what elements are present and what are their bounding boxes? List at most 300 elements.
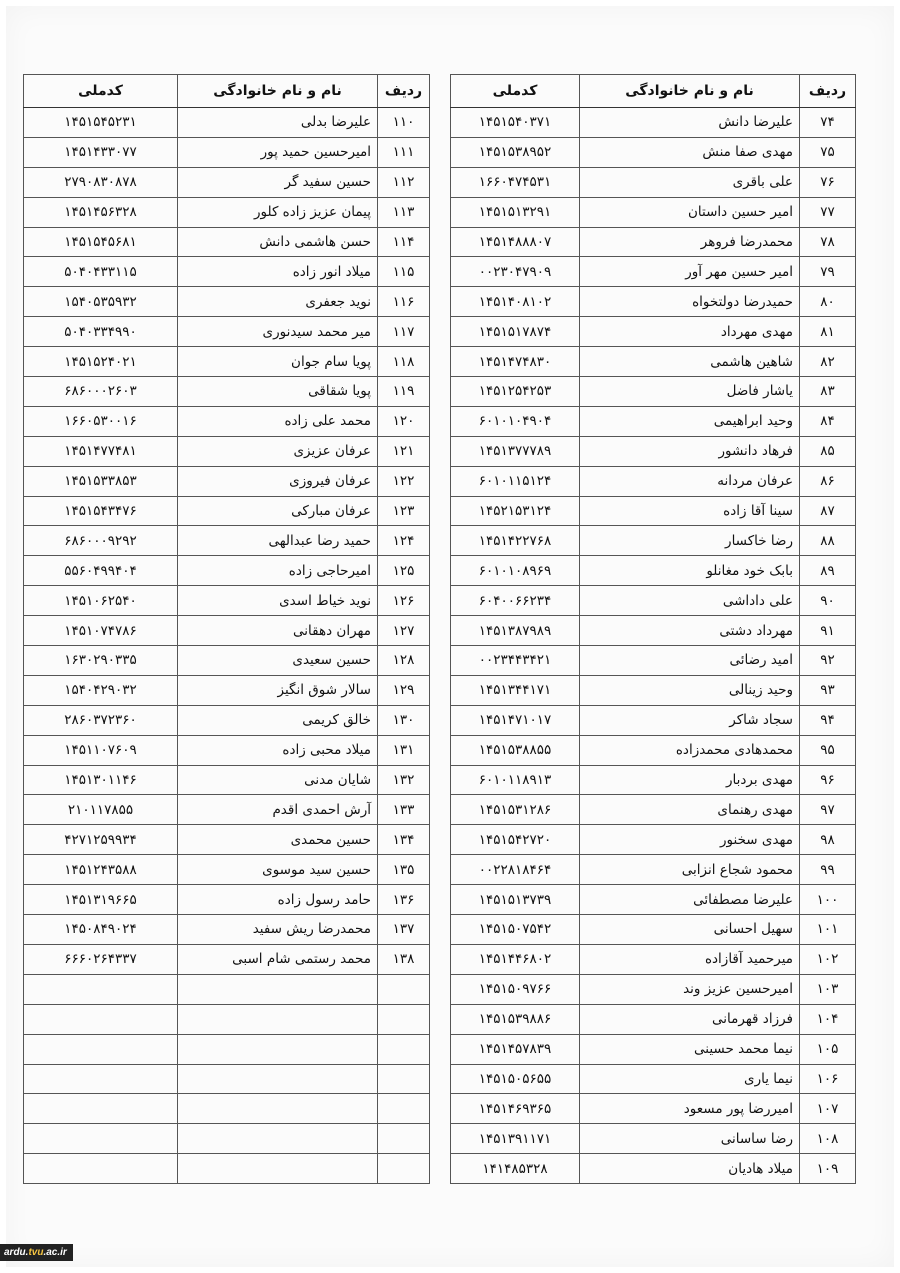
full-name-cell: حسین سفید گر (178, 167, 378, 197)
full-name-cell: حسین محمدی (178, 825, 378, 855)
national-code-cell: ۱۴۵۱۵۴۰۳۷۱ (451, 108, 580, 138)
table-row (451, 197, 856, 227)
full-name-cell: محمدرضا فروهر (580, 227, 800, 257)
full-name-cell: وحید ابراهیمی (580, 406, 800, 436)
row-number-cell: ۱۲۱ (378, 436, 430, 466)
full-name-cell: پویا سام جوان (178, 347, 378, 377)
national-code-cell: ۰۰۲۳۰۴۷۹۰۹ (451, 257, 580, 287)
full-name-cell: نیما یاری (580, 1064, 800, 1094)
full-name-cell: امیرحسین عزیز وند (580, 974, 800, 1004)
national-code-cell: ۱۴۵۱۳۱۹۶۶۵ (24, 885, 178, 915)
full-name-cell: عرفان عزیزی (178, 436, 378, 466)
table-row (24, 1094, 430, 1124)
table-row (24, 167, 430, 197)
header-national-code: کدملی (24, 75, 178, 108)
row-number-cell: ۱۰۰ (800, 885, 856, 915)
table-row (451, 1004, 856, 1034)
table-row (24, 317, 430, 347)
row-number-cell: ۱۲۸ (378, 646, 430, 676)
full-name-cell: آرش احمدی اقدم (178, 795, 378, 825)
full-name-cell: نیما محمد حسینی (580, 1034, 800, 1064)
full-name-cell: عرفان مردانه (580, 466, 800, 496)
row-number-cell: ۱۰۳ (800, 974, 856, 1004)
national-code-cell: ۵۰۴۰۴۳۳۱۱۵ (24, 257, 178, 287)
table-row (451, 227, 856, 257)
national-code-cell (24, 974, 178, 1004)
watermark-suffix: .ac.ir (43, 1247, 67, 1258)
table-row (24, 765, 430, 795)
table-row (24, 825, 430, 855)
row-number-cell: ۹۴ (800, 705, 856, 735)
row-number-cell: ۱۲۴ (378, 526, 430, 556)
row-number-cell (378, 1064, 430, 1094)
row-number-cell (378, 1034, 430, 1064)
table-row (451, 705, 856, 735)
national-code-cell: ۱۴۵۱۴۷۷۴۸۱ (24, 436, 178, 466)
national-code-cell: ۱۴۵۱۴۴۶۸۰۲ (451, 944, 580, 974)
table-row (451, 944, 856, 974)
national-code-cell: ۱۵۴۰۵۳۵۹۳۲ (24, 287, 178, 317)
row-number-cell: ۱۰۸ (800, 1124, 856, 1154)
national-code-cell: ۱۴۵۱۵۴۲۷۲۰ (451, 825, 580, 855)
table-row (451, 406, 856, 436)
row-number-cell: ۹۳ (800, 675, 856, 705)
national-code-cell: ۱۴۵۱۵۴۵۲۳۱ (24, 108, 178, 138)
row-number-cell: ۹۷ (800, 795, 856, 825)
row-number-cell: ۹۵ (800, 735, 856, 765)
national-code-cell: ۵۵۶۰۴۹۹۴۰۴ (24, 556, 178, 586)
table-row (24, 646, 430, 676)
national-code-cell (24, 1004, 178, 1034)
national-code-cell: ۱۴۵۱۳۸۷۹۸۹ (451, 616, 580, 646)
national-code-cell: ۱۴۵۱۰۶۲۵۴۰ (24, 586, 178, 616)
national-code-cell: ۱۴۵۱۵۱۳۲۹۱ (451, 197, 580, 227)
full-name-cell: بابک خود مغانلو (580, 556, 800, 586)
national-code-cell: ۱۴۵۱۵۳۹۸۸۶ (451, 1004, 580, 1034)
table-row (451, 436, 856, 466)
national-code-cell: ۶۰۱۰۱۱۵۱۲۴ (451, 466, 580, 496)
row-number-cell: ۱۱۵ (378, 257, 430, 287)
table-row (24, 735, 430, 765)
row-number-cell: ۹۰ (800, 586, 856, 616)
row-number-cell: ۸۵ (800, 436, 856, 466)
full-name-cell: امیرحسین حمید پور (178, 137, 378, 167)
row-number-cell: ۱۲۶ (378, 586, 430, 616)
table-row (24, 1064, 430, 1094)
full-name-cell: سینا آقا زاده (580, 496, 800, 526)
row-number-cell: ۱۰۲ (800, 944, 856, 974)
national-code-cell (24, 1124, 178, 1154)
full-name-cell: حامد رسول زاده (178, 885, 378, 915)
table-row (451, 885, 856, 915)
row-number-cell: ۱۱۱ (378, 137, 430, 167)
full-name-cell: فرهاد دانشور (580, 436, 800, 466)
full-name-cell: حسین سعیدی (178, 646, 378, 676)
row-number-cell: ۱۰۶ (800, 1064, 856, 1094)
national-code-cell: ۱۴۵۱۲۵۴۲۵۳ (451, 377, 580, 407)
row-number-cell (378, 1004, 430, 1034)
full-name-cell: علی داداشی (580, 586, 800, 616)
national-code-cell: ۱۴۵۱۵۴۳۴۷۶ (24, 496, 178, 526)
full-name-cell: علی باقری (580, 167, 800, 197)
national-code-cell: ۱۴۵۱۵۰۵۶۵۵ (451, 1064, 580, 1094)
row-number-cell: ۱۳۴ (378, 825, 430, 855)
row-number-cell: ۱۲۵ (378, 556, 430, 586)
national-code-cell: ۱۴۵۱۱۰۷۶۰۹ (24, 735, 178, 765)
full-name-cell: شاهین هاشمی (580, 347, 800, 377)
site-watermark (0, 1244, 73, 1261)
row-number-cell (378, 974, 430, 1004)
full-name-cell: محمود شجاع انزابی (580, 855, 800, 885)
national-code-cell: ۱۴۵۱۴۲۲۷۶۸ (451, 526, 580, 556)
row-number-cell: ۷۹ (800, 257, 856, 287)
header-row (24, 75, 430, 108)
full-name-cell: رضا خاکسار (580, 526, 800, 556)
row-number-cell: ۱۰۴ (800, 1004, 856, 1034)
table-row (24, 227, 430, 257)
table-row (451, 855, 856, 885)
table-row (24, 466, 430, 496)
row-number-cell: ۹۹ (800, 855, 856, 885)
row-number-cell: ۱۱۸ (378, 347, 430, 377)
row-number-cell: ۱۲۳ (378, 496, 430, 526)
row-number-cell: ۱۱۷ (378, 317, 430, 347)
table-row (24, 795, 430, 825)
full-name-cell: علیرضا دانش (580, 108, 800, 138)
row-number-cell: ۱۳۱ (378, 735, 430, 765)
table-row (24, 257, 430, 287)
table-row (24, 347, 430, 377)
national-code-cell: ۴۲۷۱۲۵۹۹۳۴ (24, 825, 178, 855)
table-row (451, 257, 856, 287)
national-code-cell: ۱۴۵۱۴۵۶۳۲۸ (24, 197, 178, 227)
national-code-cell: ۱۴۵۲۱۵۳۱۲۴ (451, 496, 580, 526)
full-name-cell: سالار شوق انگیز (178, 675, 378, 705)
watermark-accent: tvu (28, 1247, 44, 1258)
row-number-cell: ۱۰۵ (800, 1034, 856, 1064)
full-name-cell: میلاد انور زاده (178, 257, 378, 287)
full-name-cell: حسن هاشمی دانش (178, 227, 378, 257)
full-name-cell (178, 1094, 378, 1124)
full-name-cell: علیرضا بدلی (178, 108, 378, 138)
national-code-cell: ۱۴۵۱۴۸۸۸۰۷ (451, 227, 580, 257)
table-row (24, 974, 430, 1004)
national-code-cell: ۱۴۵۱۴۶۹۳۶۵ (451, 1094, 580, 1124)
table-row (451, 735, 856, 765)
table-row (451, 317, 856, 347)
full-name-cell: امیرحاجی زاده (178, 556, 378, 586)
full-name-cell: امیر حسین مهر آور (580, 257, 800, 287)
row-number-cell: ۷۴ (800, 108, 856, 138)
national-code-cell: ۱۴۵۱۵۱۷۸۷۴ (451, 317, 580, 347)
national-code-cell: ۱۴۵۱۵۳۳۸۵۳ (24, 466, 178, 496)
table-row (24, 377, 430, 407)
table-row (24, 675, 430, 705)
table-row (451, 675, 856, 705)
full-name-cell: نوید خیاط اسدی (178, 586, 378, 616)
national-code-cell: ۶۸۶۰۰۰۲۶۰۳ (24, 377, 178, 407)
table-row (24, 556, 430, 586)
row-number-cell: ۸۲ (800, 347, 856, 377)
national-code-cell: ۵۰۴۰۳۳۴۹۹۰ (24, 317, 178, 347)
national-code-cell: ۱۴۵۱۵۰۷۵۴۲ (451, 915, 580, 945)
full-name-cell: مهدی صفا منش (580, 137, 800, 167)
full-name-cell: محمد علی زاده (178, 406, 378, 436)
national-code-cell: ۱۴۵۱۴۷۴۸۳۰ (451, 347, 580, 377)
national-code-cell: ۶۰۱۰۱۱۸۹۱۳ (451, 765, 580, 795)
national-code-cell: ۱۴۵۱۴۰۸۱۰۲ (451, 287, 580, 317)
national-code-cell (24, 1034, 178, 1064)
full-name-cell: مهدی سخنور (580, 825, 800, 855)
full-name-cell: سهیل احسانی (580, 915, 800, 945)
full-name-cell: وحید زینالی (580, 675, 800, 705)
full-name-cell: امیررضا پور مسعود (580, 1094, 800, 1124)
full-name-cell: خالق کریمی (178, 705, 378, 735)
national-code-cell: ۱۴۵۱۵۳۱۲۸۶ (451, 795, 580, 825)
row-number-cell: ۸۱ (800, 317, 856, 347)
watermark-prefix: ardu. (4, 1247, 29, 1258)
national-code-cell (24, 1154, 178, 1184)
row-number-cell: ۱۰۱ (800, 915, 856, 945)
table-row (24, 526, 430, 556)
table-row (451, 1154, 856, 1184)
table-row (24, 197, 430, 227)
row-number-cell: ۱۳۷ (378, 915, 430, 945)
row-number-cell: ۸۰ (800, 287, 856, 317)
full-name-cell: یاشار فاضل (580, 377, 800, 407)
full-name-cell: حمید رضا عبدالهی (178, 526, 378, 556)
row-number-cell: ۱۳۶ (378, 885, 430, 915)
full-name-cell: میلاد هادیان (580, 1154, 800, 1184)
national-code-cell: ۱۴۵۱۳۴۴۱۷۱ (451, 675, 580, 705)
table-row (451, 616, 856, 646)
row-number-cell: ۹۸ (800, 825, 856, 855)
full-name-cell: عرفان فیروزی (178, 466, 378, 496)
header-full-name: نام و نام خانوادگی (178, 75, 378, 108)
national-code-cell: ۶۸۶۰۰۰۹۲۹۲ (24, 526, 178, 556)
row-number-cell: ۹۲ (800, 646, 856, 676)
national-code-cell: ۰۰۲۳۴۴۳۴۲۱ (451, 646, 580, 676)
row-number-cell: ۸۶ (800, 466, 856, 496)
national-code-cell: ۶۰۱۰۱۰۴۹۰۴ (451, 406, 580, 436)
row-number-cell: ۸۸ (800, 526, 856, 556)
row-number-cell: ۸۷ (800, 496, 856, 526)
national-code-cell: ۱۴۵۱۳۰۱۱۴۶ (24, 765, 178, 795)
full-name-cell: مهدی رهنمای (580, 795, 800, 825)
row-number-cell (378, 1124, 430, 1154)
full-name-cell: مهران دهقانی (178, 616, 378, 646)
national-code-cell: ۱۶۶۰۵۳۰۰۱۶ (24, 406, 178, 436)
row-number-cell: ۷۷ (800, 197, 856, 227)
row-number-cell: ۱۲۲ (378, 466, 430, 496)
table-row (24, 1124, 430, 1154)
header-full-name: نام و نام خانوادگی (580, 75, 800, 108)
table-row (451, 646, 856, 676)
table-row (451, 765, 856, 795)
full-name-cell: میلاد محبی زاده (178, 735, 378, 765)
table-row (24, 586, 430, 616)
row-number-cell (378, 1094, 430, 1124)
national-code-cell: ۱۴۵۱۵۱۳۷۳۹ (451, 885, 580, 915)
table-row (24, 137, 430, 167)
table-row (24, 1154, 430, 1184)
full-name-cell: میرحمید آقازاده (580, 944, 800, 974)
table-row (451, 108, 856, 138)
table-row (451, 1124, 856, 1154)
national-code-cell: ۱۴۵۱۴۷۱۰۱۷ (451, 705, 580, 735)
full-name-cell: فرزاد قهرمانی (580, 1004, 800, 1034)
full-name-cell: شایان مدنی (178, 765, 378, 795)
row-number-cell: ۱۱۳ (378, 197, 430, 227)
header-row (451, 75, 856, 108)
row-number-cell: ۹۱ (800, 616, 856, 646)
national-code-cell: ۱۴۵۱۵۴۵۶۸۱ (24, 227, 178, 257)
national-code-cell: ۱۴۵۱۴۳۳۰۷۷ (24, 137, 178, 167)
table-row (451, 1034, 856, 1064)
national-code-cell: ۰۰۲۲۸۱۸۴۶۴ (451, 855, 580, 885)
full-name-cell: سجاد شاکر (580, 705, 800, 735)
row-number-cell: ۱۱۴ (378, 227, 430, 257)
national-code-cell: ۱۴۵۱۰۷۴۷۸۶ (24, 616, 178, 646)
national-code-cell (24, 1064, 178, 1094)
table-row (451, 466, 856, 496)
full-name-cell (178, 1004, 378, 1034)
national-code-cell: ۲۱۰۱۱۷۸۵۵ (24, 795, 178, 825)
table-row (24, 705, 430, 735)
row-number-cell: ۷۵ (800, 137, 856, 167)
full-name-cell (178, 1064, 378, 1094)
full-name-cell: محمدهادی محمدزاده (580, 735, 800, 765)
national-code-cell: ۲۸۶۰۳۷۲۳۶۰ (24, 705, 178, 735)
national-code-cell: ۱۴۵۱۵۲۴۰۲۱ (24, 347, 178, 377)
national-code-cell: ۶۶۶۰۲۶۴۳۳۷ (24, 944, 178, 974)
row-number-cell: ۱۲۷ (378, 616, 430, 646)
full-name-cell (178, 1154, 378, 1184)
row-number-cell: ۹۶ (800, 765, 856, 795)
row-number-cell: ۸۴ (800, 406, 856, 436)
national-code-cell: ۱۴۵۱۲۴۳۵۸۸ (24, 855, 178, 885)
row-number-cell: ۱۳۸ (378, 944, 430, 974)
row-number-cell: ۱۱۹ (378, 377, 430, 407)
full-name-cell: مهرداد دشتی (580, 616, 800, 646)
row-number-cell: ۱۱۲ (378, 167, 430, 197)
table-row (24, 855, 430, 885)
table-row (451, 167, 856, 197)
full-name-cell: امید رضائی (580, 646, 800, 676)
row-number-cell: ۱۳۳ (378, 795, 430, 825)
full-name-cell: امیر حسین داستان (580, 197, 800, 227)
full-name-cell: عرفان مبارکی (178, 496, 378, 526)
full-name-cell: پویا شقاقی (178, 377, 378, 407)
national-code-cell: ۶۰۴۰۰۶۶۲۳۴ (451, 586, 580, 616)
table-row (451, 974, 856, 1004)
table-row (24, 1004, 430, 1034)
row-number-cell (378, 1154, 430, 1184)
table-row (451, 556, 856, 586)
table-row (451, 377, 856, 407)
table-row (24, 1034, 430, 1064)
national-code-cell: ۱۴۱۴۸۵۳۲۸ (451, 1154, 580, 1184)
row-number-cell: ۱۲۹ (378, 675, 430, 705)
national-code-cell: ۶۰۱۰۱۰۸۹۶۹ (451, 556, 580, 586)
row-number-cell: ۷۶ (800, 167, 856, 197)
full-name-cell: علیرضا مصطفائی (580, 885, 800, 915)
header-row-number: ردیف (800, 75, 856, 108)
national-code-cell: ۱۴۵۱۵۳۸۸۵۵ (451, 735, 580, 765)
table-row (24, 915, 430, 945)
table-row (24, 496, 430, 526)
row-number-cell: ۱۲۰ (378, 406, 430, 436)
table-row (451, 1064, 856, 1094)
national-code-cell: ۱۴۵۱۳۷۷۷۸۹ (451, 436, 580, 466)
table-row (24, 287, 430, 317)
national-code-cell (24, 1094, 178, 1124)
national-code-cell: ۱۴۵۱۳۹۱۱۷۱ (451, 1124, 580, 1154)
national-code-cell: ۱۴۵۱۵۳۸۹۵۲ (451, 137, 580, 167)
national-code-cell: ۲۷۹۰۸۳۰۸۷۸ (24, 167, 178, 197)
table-row (451, 347, 856, 377)
table-row (24, 885, 430, 915)
table-row (451, 287, 856, 317)
national-code-cell: ۱۴۵۱۴۵۷۸۳۹ (451, 1034, 580, 1064)
table-row (451, 586, 856, 616)
row-number-cell: ۱۰۹ (800, 1154, 856, 1184)
full-name-cell: پیمان عزیز زاده کلور (178, 197, 378, 227)
row-number-cell: ۱۱۰ (378, 108, 430, 138)
full-name-cell (178, 1124, 378, 1154)
table-row (451, 137, 856, 167)
full-name-cell: مهدی مهرداد (580, 317, 800, 347)
row-number-cell: ۱۳۵ (378, 855, 430, 885)
national-code-cell: ۱۵۴۰۴۲۹۰۳۲ (24, 675, 178, 705)
table-row (451, 496, 856, 526)
full-name-cell: محمد رستمی شام اسبی (178, 944, 378, 974)
row-number-cell: ۸۳ (800, 377, 856, 407)
full-name-cell (178, 1034, 378, 1064)
row-number-cell: ۷۸ (800, 227, 856, 257)
national-code-cell: ۱۶۳۰۲۹۰۳۳۵ (24, 646, 178, 676)
table-row (451, 1094, 856, 1124)
full-name-cell (178, 974, 378, 1004)
table-row (24, 436, 430, 466)
table-row (451, 825, 856, 855)
roster-table-left (23, 74, 430, 1184)
table-row (24, 108, 430, 138)
table-row (24, 944, 430, 974)
table-row (451, 915, 856, 945)
row-number-cell: ۱۱۶ (378, 287, 430, 317)
full-name-cell: مهدی بردبار (580, 765, 800, 795)
row-number-cell: ۱۳۰ (378, 705, 430, 735)
table-row (451, 526, 856, 556)
full-name-cell: محمدرضا ریش سفید (178, 915, 378, 945)
header-national-code: کدملی (451, 75, 580, 108)
national-code-cell: ۱۶۶۰۴۷۴۵۳۱ (451, 167, 580, 197)
full-name-cell: حسین سید موسوی (178, 855, 378, 885)
full-name-cell: میر محمد سیدنوری (178, 317, 378, 347)
table-row (451, 795, 856, 825)
roster-table-right (450, 74, 856, 1184)
full-name-cell: حمیدرضا دولتخواه (580, 287, 800, 317)
national-code-cell: ۱۴۵۰۸۴۹۰۲۴ (24, 915, 178, 945)
header-row-number: ردیف (378, 75, 430, 108)
row-number-cell: ۱۰۷ (800, 1094, 856, 1124)
row-number-cell: ۱۳۲ (378, 765, 430, 795)
full-name-cell: رضا ساسانی (580, 1124, 800, 1154)
row-number-cell: ۸۹ (800, 556, 856, 586)
table-row (24, 406, 430, 436)
table-row (24, 616, 430, 646)
